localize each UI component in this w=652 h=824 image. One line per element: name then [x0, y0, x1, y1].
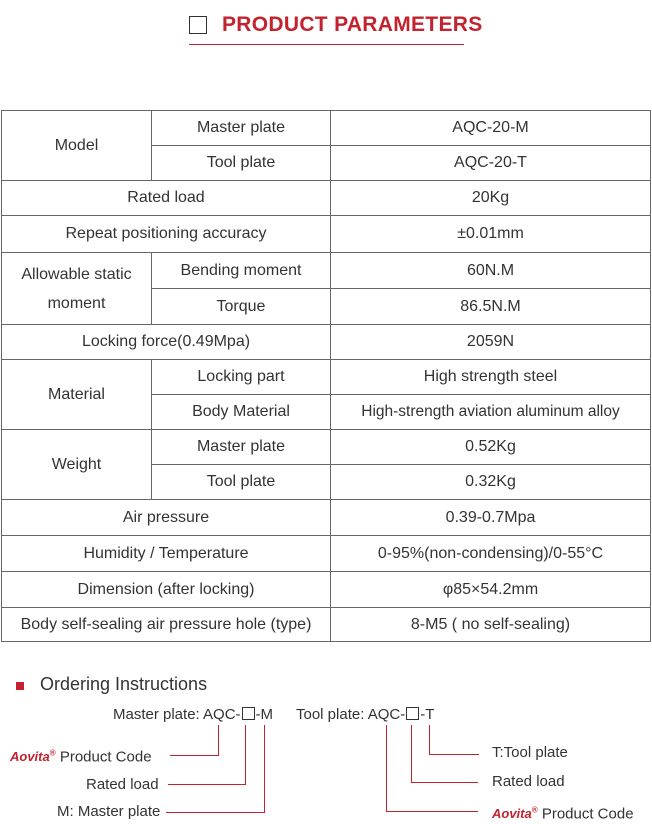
table-cell: Weight — [2, 430, 152, 500]
table-row — [2, 111, 651, 146]
left-master-plate-label: M: Master plate — [57, 803, 161, 820]
table-row — [2, 536, 651, 572]
table-cell: AQC-20-M — [331, 111, 651, 146]
table-row — [2, 181, 651, 216]
square-outline-icon — [189, 16, 207, 34]
table-row — [2, 360, 651, 395]
section-title — [189, 12, 483, 45]
table-row — [2, 216, 651, 253]
connector-line — [411, 725, 412, 783]
table-cell: Master plate — [152, 430, 331, 465]
table-cell: Locking part — [152, 360, 331, 395]
placeholder-box-icon — [242, 707, 255, 720]
table-row — [2, 430, 651, 465]
table-cell: Material — [2, 360, 152, 430]
master-code-line — [113, 706, 273, 724]
table-cell — [2, 253, 152, 325]
table-cell: Repeat positioning accuracy — [2, 216, 331, 253]
right-tool-plate-label: T:Tool plate — [492, 744, 568, 761]
table-cell: φ85×54.2mm — [331, 572, 651, 608]
table-cell: Humidity / Temperature — [2, 536, 331, 572]
table-cell: 2059N — [331, 325, 651, 360]
allowable-static-line1: Allowable static — [21, 265, 132, 283]
master-code-prefix: Master plate: AQC- — [113, 706, 241, 723]
table-row — [2, 500, 651, 536]
right-rated-load-label: Rated load — [492, 773, 565, 790]
section-title-text: PRODUCT PARAMETERS — [222, 13, 483, 36]
table-cell: Master plate — [152, 111, 331, 146]
table-cell: Tool plate — [152, 465, 331, 500]
table-cell: Model — [2, 111, 152, 181]
table-cell: AQC-20-T — [331, 146, 651, 181]
right-product-code-label: Aovita® Product Code — [492, 805, 634, 823]
ordering-heading-text: Ordering Instructions — [40, 674, 208, 694]
table-cell: High-strength aviation aluminum alloy — [331, 395, 651, 430]
master-code-suffix: -M — [255, 706, 274, 723]
table-cell: ±0.01mm — [331, 216, 651, 253]
table-cell: Air pressure — [2, 500, 331, 536]
table-cell: High strength steel — [331, 360, 651, 395]
connector-line — [264, 725, 265, 813]
table-row — [2, 253, 651, 289]
allowable-static-line2: moment — [47, 294, 106, 312]
connector-line — [170, 755, 219, 756]
table-row — [2, 325, 651, 360]
connector-line — [245, 725, 246, 785]
table-cell: Dimension (after locking) — [2, 572, 331, 608]
tool-code-line — [296, 706, 434, 724]
table-cell: Body self-sealing air pressure hole (type) — [2, 608, 331, 642]
table-cell: Locking force(0.49Mpa) — [2, 325, 331, 360]
table-row — [2, 608, 651, 642]
table-cell: 0.39-0.7Mpa — [331, 500, 651, 536]
product-parameters-table — [1, 110, 651, 642]
tool-code-suffix: -T — [420, 706, 435, 723]
table-cell: Rated load — [2, 181, 331, 216]
connector-line — [386, 725, 387, 812]
left-product-code-label: Aovita® Product Code — [10, 748, 152, 766]
connector-line — [218, 725, 219, 756]
table-cell: 8-M5 ( no self-sealing) — [331, 608, 651, 642]
table-cell: 20Kg — [331, 181, 651, 216]
connector-line — [429, 725, 430, 755]
table-cell: Body Material — [152, 395, 331, 430]
table-cell: Tool plate — [152, 146, 331, 181]
connector-line — [166, 812, 265, 813]
left-rated-load-label: Rated load — [86, 776, 159, 793]
tool-code-prefix: Tool plate: AQC- — [296, 706, 406, 723]
table-cell: 0.32Kg — [331, 465, 651, 500]
connector-line — [411, 782, 478, 783]
table-cell: 0-95%(non-condensing)/0-55°C — [331, 536, 651, 572]
table-cell: 0.52Kg — [331, 430, 651, 465]
placeholder-box-icon — [406, 707, 419, 720]
table-cell: Bending moment — [152, 253, 331, 289]
aovita-logo: Aovita® — [492, 806, 538, 822]
bullet-square-icon — [16, 682, 24, 690]
aovita-logo: Aovita® — [10, 749, 56, 765]
connector-line — [168, 784, 246, 785]
connector-line — [386, 811, 478, 812]
table-cell: 86.5N.M — [331, 289, 651, 325]
table-cell: 60N.M — [331, 253, 651, 289]
table-row — [2, 572, 651, 608]
table-cell: Torque — [152, 289, 331, 325]
connector-line — [429, 754, 479, 755]
